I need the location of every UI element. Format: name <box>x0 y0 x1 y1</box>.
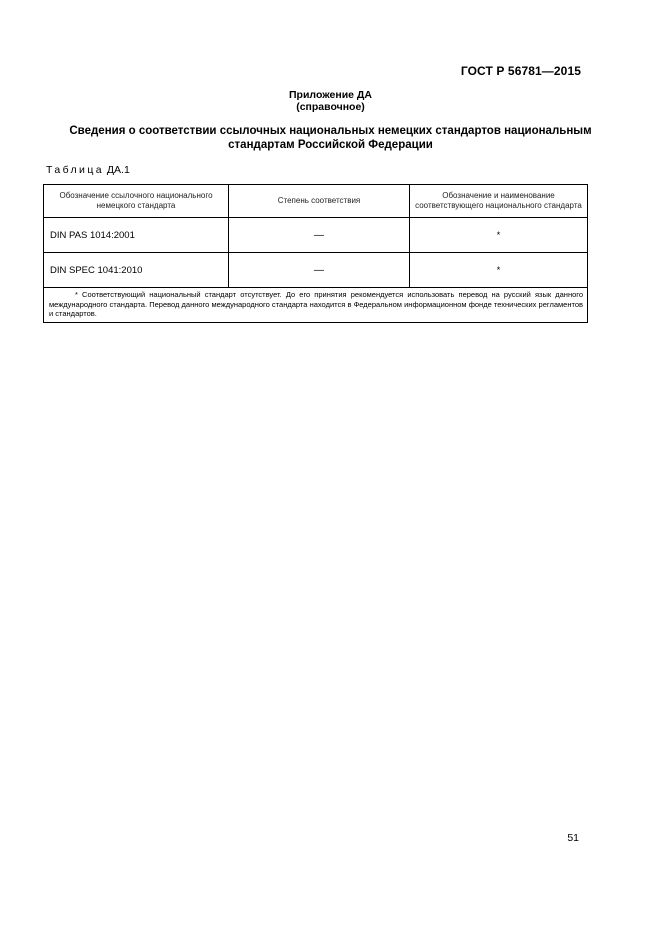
national-standard-cell: * <box>410 218 588 253</box>
column-header-reference: Обозначение ссылочного национального немецкого стандарта <box>44 185 229 218</box>
national-standard-cell: * <box>410 253 588 288</box>
table-caption-label: Таблица <box>46 164 104 176</box>
reference-standard-cell: DIN PAS 1014:2001 <box>44 218 229 253</box>
document-code: ГОСТ Р 56781—2015 <box>460 64 581 78</box>
annex-subtitle: (справочное) <box>296 101 365 113</box>
table-caption-number: ДА.1 <box>106 164 130 176</box>
table-footnote-row <box>44 288 588 323</box>
table-footnote <box>44 288 588 323</box>
page-number: 51 <box>567 832 579 844</box>
table-row <box>44 218 588 253</box>
annex-heading <box>0 89 661 113</box>
degree-cell: — <box>229 253 410 288</box>
degree-cell: — <box>229 218 410 253</box>
table-header-row <box>44 185 588 218</box>
column-header-national: Обозначение и наименование соответствующего национального стандарта <box>410 185 588 218</box>
table-caption <box>46 164 130 176</box>
annex-title: Приложение ДА <box>289 89 372 101</box>
page-title: Сведения о соответствии ссылочных национальных немецких стандартов национальным стандартам Российской Федерации <box>69 125 592 151</box>
correspondence-table <box>43 184 588 323</box>
reference-standard-cell: DIN SPEC 1041:2010 <box>44 253 229 288</box>
table-row <box>44 253 588 288</box>
footnote-text: * Соответствующий национальный стандарт отсутствует. До его принятия рекомендуется использовать перевод на русский язык данного международного стандарта. Перевод данного международного стандарта находится в Федеральном информационном фонде технических регламентов и стандартов. <box>49 290 583 318</box>
column-header-degree: Степень соответствия <box>229 185 410 218</box>
